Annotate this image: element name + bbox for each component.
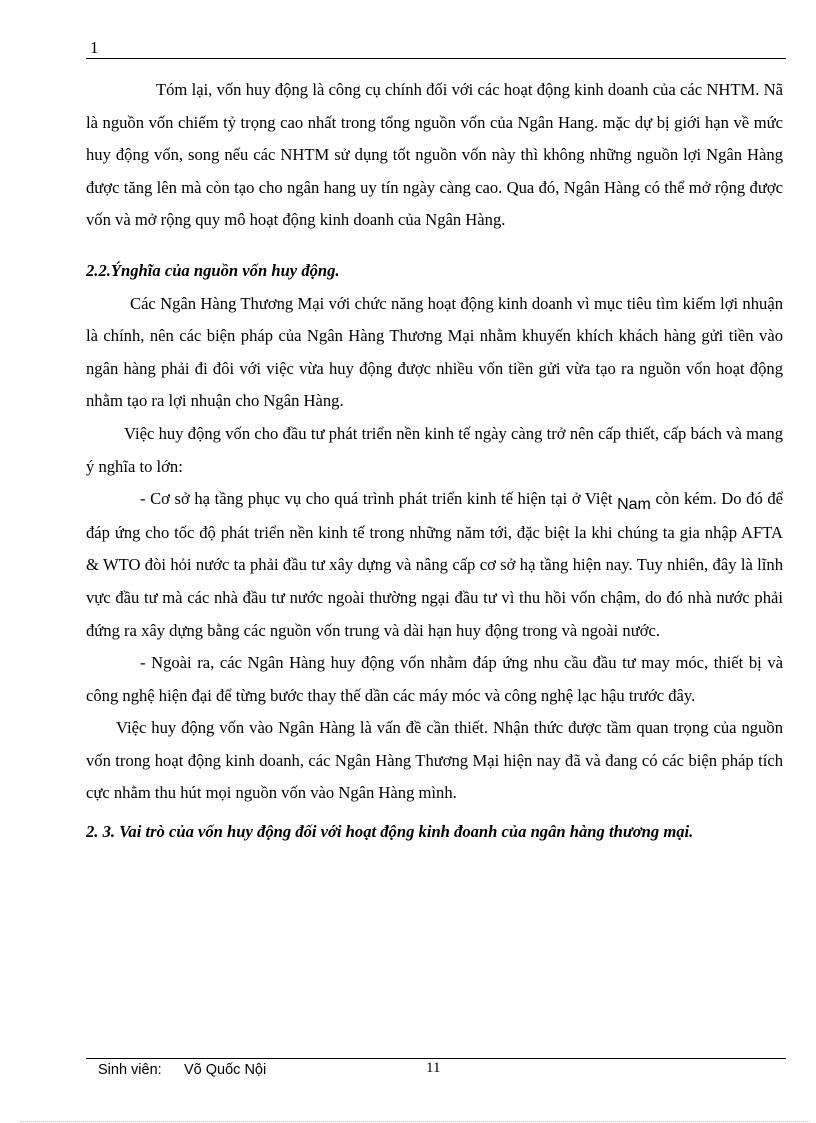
paragraph-infrastructure-part2: còn kém. Do đó để đáp ứng cho tốc độ phát triển nền kinh tế trong những năm tới, đặc biệt la khi chúng ta gia nhập AFTA & WTO đòi hỏi nước ta phải đầu tư xây dựng và nâng cấp cơ sở hạ tầng hiện nay. Tuy nhiên, đây là lĩnh vực đầu tư mà các nhà đầu tư nước ngoài thường ngại đầu tư vì thu hồi vốn chậm, do đó nhà nước phải đứng ra xây dựng bằng các nguồn vốn trung và dài hạn huy động trong và ngoài nước.	[86, 489, 783, 640]
section-heading-2-2: 2.2.Ýnghĩa của nguồn vốn huy động.	[86, 260, 340, 280]
footer-page-number: 11	[426, 1060, 441, 1076]
section-heading-2-3: 2. 3. Vai trò của vốn huy động đối với hoạt động kinh đoanh của ngân hàng thương mại.	[86, 822, 694, 842]
footer-author-name: Võ Quốc Nội	[184, 1062, 267, 1078]
paragraph-equipment: - Ngoài ra, các Ngân Hàng huy động vốn nhằm đáp ứng nhu cầu đầu tư may móc, thiết bị và công nghệ hiện đại để từng bước thay thế dần các máy móc và công nghệ lạc hậu trước đây.	[86, 653, 783, 705]
paragraph-infrastructure	[86, 483, 783, 647]
paragraph-summary: Tóm lại, vốn huy động là công cụ chính đối với các hoạt động kinh doanh của các NHTM. Nã là nguồn vốn chiếm tỷ trọng cao nhất trong tổng nguồn vốn của Ngân Hang. mặc dự bị giới hạn về mức huy động vốn, song nếu các NHTM sử dụng tốt nguồn vốn này thì không những nguồn lợi Ngân Hàng được tăng lên mà còn tạo cho ngân hang uy tín ngày càng cao. Qua đó, Ngân Hàng có thể mở rộng được vốn và mở rộng quy mô hoạt động kinh doanh của Ngân Hàng.	[86, 80, 783, 230]
paragraph-importance: Việc huy động vốn cho đầu tư phát triển nền kinh tế ngày càng trở nên cấp thiết, cấp bách và mang ý nghĩa to lớn:	[86, 423, 783, 476]
paragraph-infrastructure-part1: - Cơ sở hạ tầng phục vụ cho quá trình phát triển kinh tế hiện tại ở Việt	[140, 489, 618, 509]
footer-label: Sinh viên:	[98, 1062, 162, 1078]
paragraph-banks: Các Ngân Hàng Thương Mại với chức năng hoạt động kinh doanh vì mục tiêu tìm kiếm lợi nhuận là chính, nên các biện pháp của Ngân Hàng Thương Mại nhằm khuyến khích khách hàng gửi tiền vào ngân hàng phải đi đôi với việc vừa huy động được nhiều vốn tiền gửi vừa tạo ra nguồn vốn hoạt động nhằm tạo ra lợi nhuận cho Ngân Hàng.	[86, 293, 783, 411]
document-body	[86, 74, 783, 849]
header-number: 1	[90, 38, 99, 57]
page-edge-line	[20, 1121, 810, 1122]
paragraph-conclusion: Việc huy động vốn vào Ngân Hàng là vấn đề cần thiết. Nhận thức được tầm quan trọng của nguồn vốn trong hoạt động kinh doanh, các Ngân Hàng Thương Mại hiện nay đã và đang có các biện pháp tích cực nhằm thu hút mọi nguồn vốn vào Ngân Hàng mình.	[86, 718, 783, 803]
paragraph-infrastructure-nam: Nam	[617, 496, 651, 514]
header-divider	[86, 58, 786, 59]
footer-divider	[86, 1058, 786, 1059]
